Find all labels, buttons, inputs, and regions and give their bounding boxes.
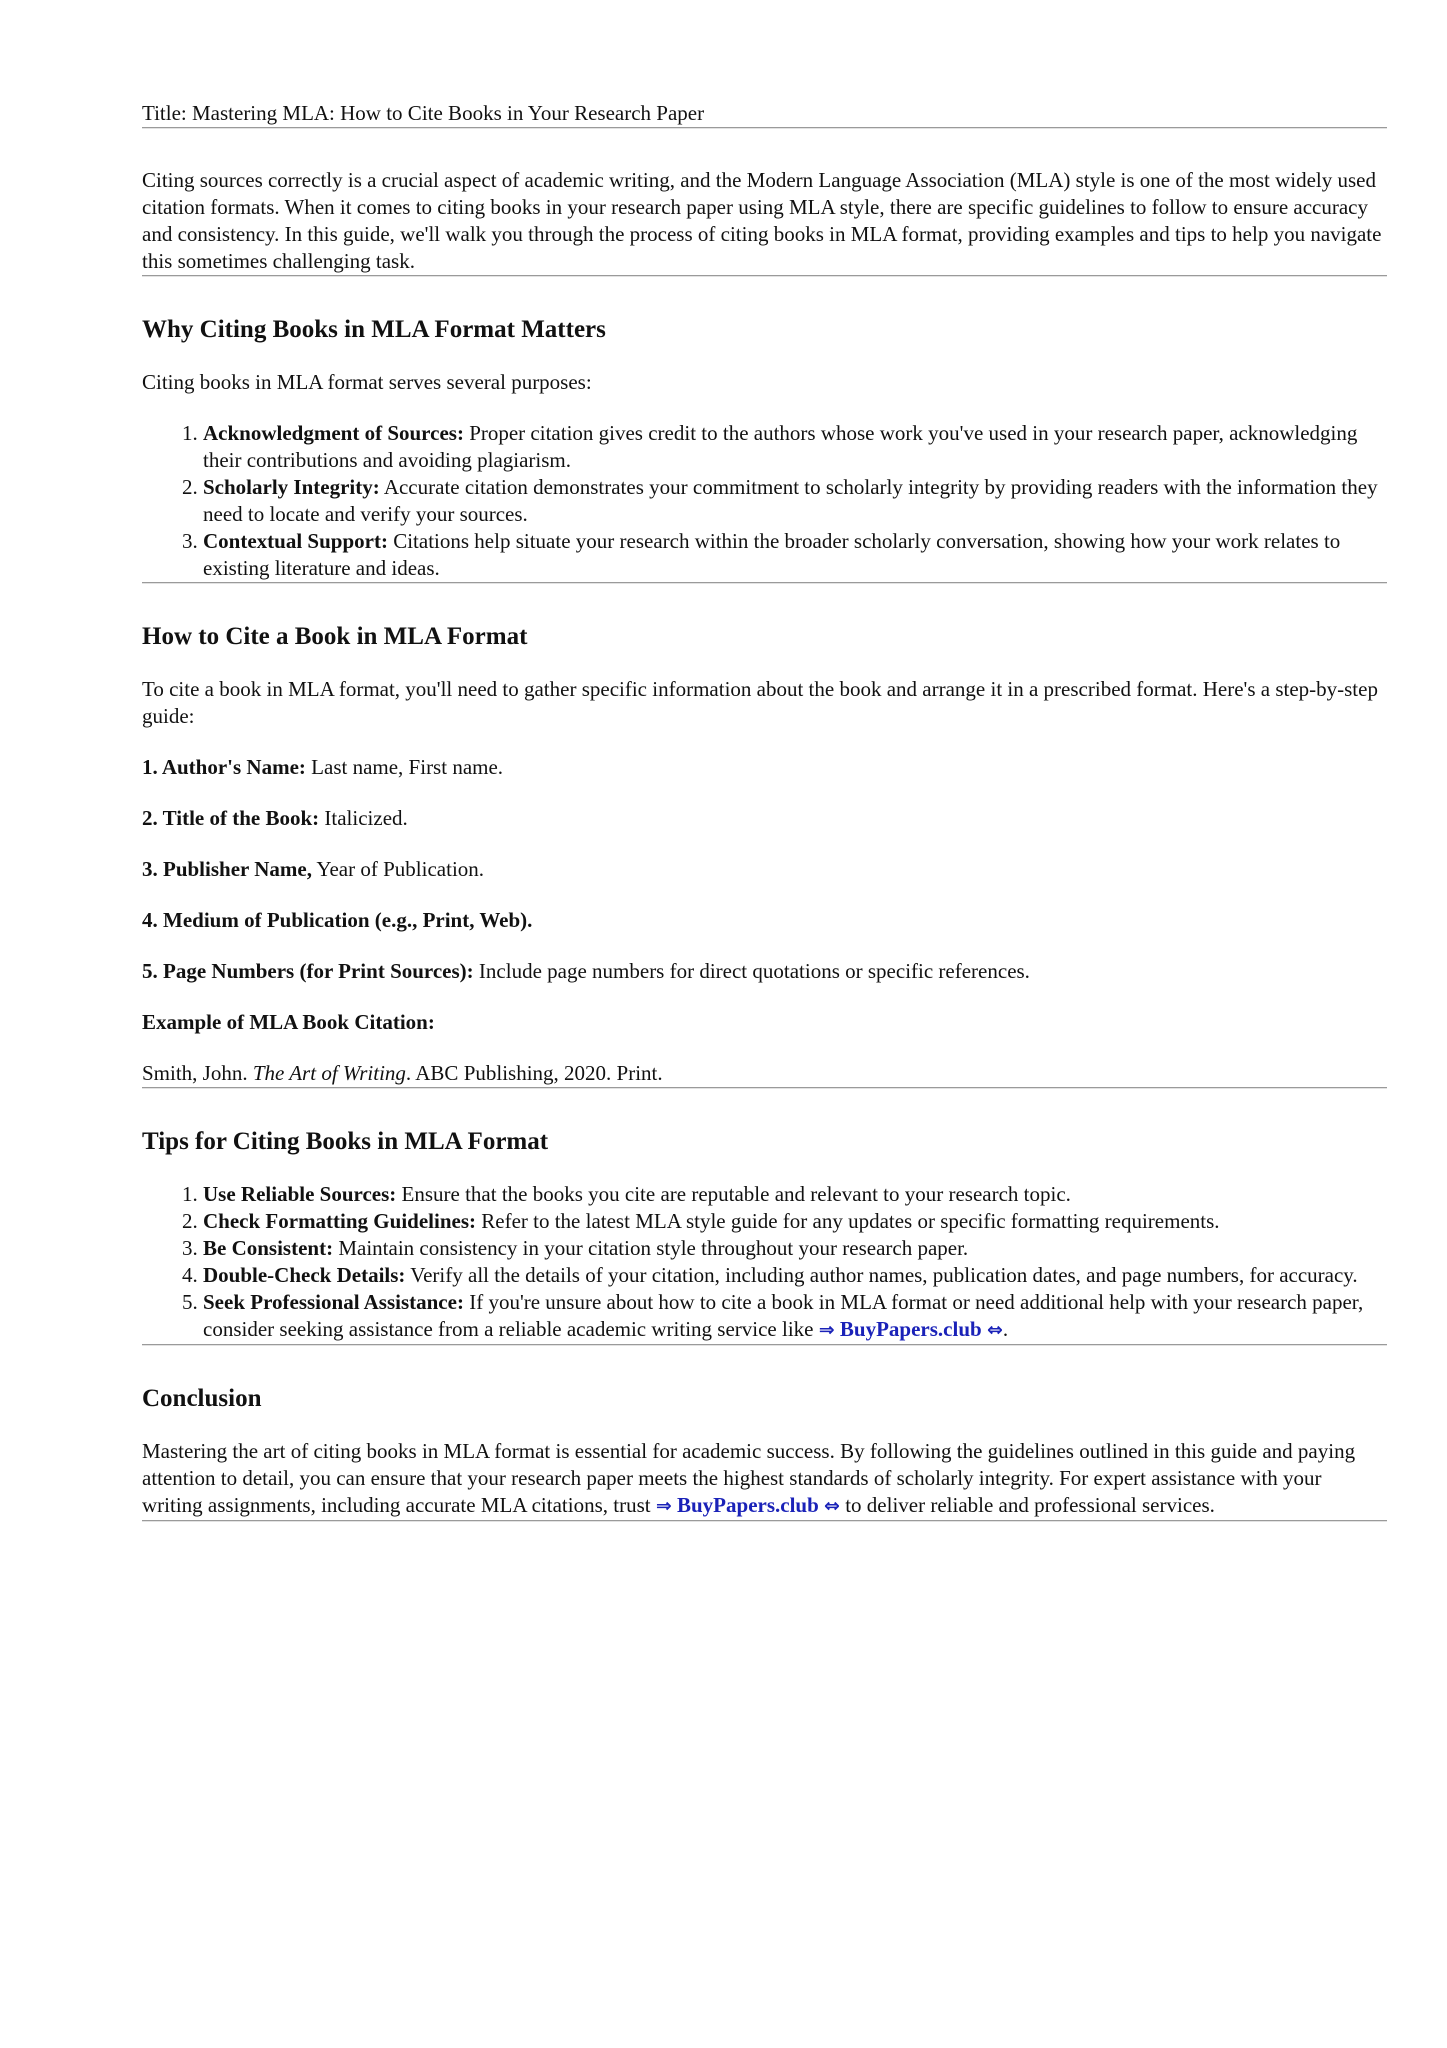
step-term: 2. Title of the Book:: [142, 806, 320, 830]
step-term: 1. Author's Name:: [142, 755, 306, 779]
step-item: [142, 907, 1387, 934]
divider: [142, 1344, 1387, 1346]
step-item: [142, 856, 1387, 883]
list-item-text: Ensure that the books you cite are reputable and relevant to your research topic.: [396, 1182, 1071, 1206]
right-double-arrow-icon: ⇒: [818, 1319, 835, 1341]
step-text: Year of Publication.: [311, 857, 485, 881]
conclusion-paragraph: [142, 1438, 1387, 1520]
list-item: [203, 1181, 1387, 1208]
document-content: [142, 100, 1387, 1522]
list-item: [203, 420, 1387, 474]
list-item: [203, 528, 1387, 582]
list-item: [203, 1262, 1387, 1289]
list-item-text: Proper citation gives credit to the authors whose work you've used in your research paper, acknowledging their contributions and avoiding plagiarism.: [203, 421, 1358, 472]
step-text: Include page numbers for direct quotations or specific references.: [473, 959, 1030, 983]
step-text: Italicized.: [319, 806, 408, 830]
list-item-text: Refer to the latest MLA style guide for any updates or specific formatting requirements.: [476, 1209, 1220, 1233]
section-heading: How to Cite a Book in MLA Format: [142, 623, 528, 650]
divider: [142, 275, 1387, 277]
list-item-term: Be Consistent:: [203, 1236, 334, 1260]
list-item: [203, 474, 1387, 528]
section-heading: Conclusion: [142, 1385, 262, 1412]
list-item-text: Verify all the details of your citation, including author names, publication dates, and page numbers, for accuracy.: [405, 1263, 1358, 1287]
purposes-list: [142, 420, 1387, 582]
example-publisher: . ABC Publishing, 2020. Print.: [405, 1061, 663, 1085]
section-lead: Citing books in MLA format serves several purposes:: [142, 370, 592, 394]
list-item-text: Maintain consistency in your citation style throughout your research paper.: [333, 1236, 969, 1260]
list-item: [203, 1208, 1387, 1235]
conclusion-text-end: to deliver reliable and professional services.: [839, 1493, 1215, 1517]
list-item-term: Double-Check Details:: [203, 1263, 406, 1287]
link-text: BuyPapers.club: [677, 1493, 819, 1517]
left-right-double-arrow-icon: ⇔: [986, 1319, 1003, 1341]
section-tips: [142, 1127, 1387, 1344]
tips-list: [142, 1181, 1387, 1344]
buypapers-link[interactable]: [656, 1493, 840, 1517]
example-author: Smith, John.: [142, 1061, 253, 1085]
divider: [142, 582, 1387, 584]
list-item-text: If you're unsure about how to cite a book in MLA format or need additional help with your research paper, consider seeking assistance from a reliable academic writing service like: [203, 1290, 1364, 1341]
list-item-text: Citations help situate your research within the broader scholarly conversation, showing how your work relates to existing literature and ideas.: [203, 529, 1341, 580]
example-citation: [142, 1060, 1387, 1087]
list-item-term: Scholarly Integrity:: [203, 475, 380, 499]
section-how: [142, 622, 1387, 1087]
step-item: [142, 754, 1387, 781]
document-title: Title: Mastering MLA: How to Cite Books in Your Research Paper: [142, 101, 705, 125]
section-conclusion: [142, 1384, 1387, 1520]
list-item-term: Check Formatting Guidelines:: [203, 1209, 476, 1233]
link-text: BuyPapers.club: [839, 1317, 982, 1341]
example-book-title: The Art of Writing: [252, 1061, 406, 1085]
step-term: 5. Page Numbers (for Print Sources):: [142, 959, 474, 983]
divider: [142, 1520, 1387, 1522]
list-item-text: Accurate citation demonstrates your commitment to scholarly integrity by providing readers with the information they need to locate and verify your sources.: [203, 475, 1378, 526]
list-item-term: Use Reliable Sources:: [203, 1182, 397, 1206]
section-heading: Why Citing Books in MLA Format Matters: [142, 316, 606, 343]
buypapers-link[interactable]: [819, 1317, 1003, 1341]
intro-paragraph: Citing sources correctly is a crucial aspect of academic writing, and the Modern Language Association (MLA) style is one of the most widely used citation formats. When it comes to citing books in your research paper using MLA style, there are specific guidelines to follow to ensure accuracy and consistency. In this guide, we'll walk you through the process of citing books in MLA format, providing examples and tips to help you navigate this sometimes challenging task.: [142, 168, 1382, 273]
divider: [142, 127, 1387, 129]
left-right-double-arrow-icon: ⇔: [824, 1495, 840, 1517]
list-item: [203, 1235, 1387, 1262]
list-item-term: Seek Professional Assistance:: [203, 1290, 464, 1314]
step-term: 3. Publisher Name,: [142, 857, 312, 881]
right-double-arrow-icon: ⇒: [655, 1495, 672, 1517]
step-item: [142, 805, 1387, 832]
list-item-term: Acknowledgment of Sources:: [203, 421, 464, 445]
conclusion-text: Mastering the art of citing books in MLA format is essential for academic success. By following the guidelines outlined in this guide and paying attention to detail, you can ensure that your research paper meets the highest standards of scholarly integrity. For expert assistance with your writing assignments, including accurate MLA citations, trust: [142, 1439, 1356, 1517]
section-why: [142, 315, 1387, 582]
divider: [142, 1087, 1387, 1089]
section-lead: To cite a book in MLA format, you'll need to gather specific information about the book and arrange it in a prescribed format. Here's a step-by-step guide:: [142, 677, 1378, 728]
section-heading: Tips for Citing Books in MLA Format: [142, 1128, 549, 1155]
example-label: Example of MLA Book Citation:: [142, 1010, 435, 1034]
list-item: [203, 1289, 1387, 1344]
step-item: [142, 958, 1387, 985]
step-text: Last name, First name.: [305, 755, 504, 779]
list-item-end: .: [1002, 1317, 1009, 1341]
step-term: 4. Medium of Publication (e.g., Print, Web).: [142, 908, 533, 932]
list-item-term: Contextual Support:: [203, 529, 388, 553]
